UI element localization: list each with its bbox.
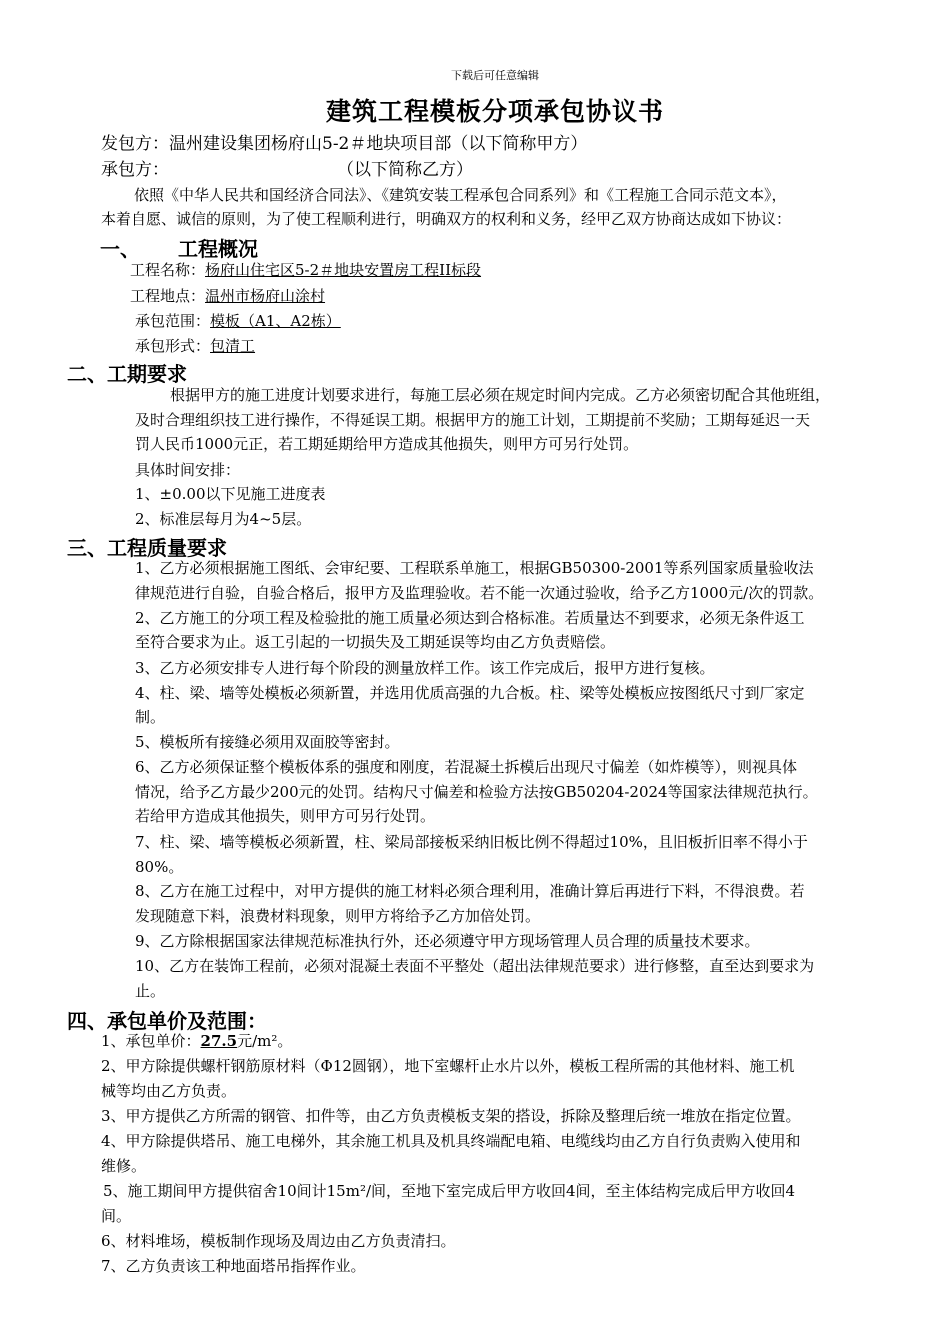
section4-line: 4、甲方除提供塔吊、施工电梯外，其余施工机具及机具终端配电箱、电缆线均由乙方自行负责购入使用和 bbox=[101, 1132, 801, 1150]
contract-scope-row bbox=[135, 310, 341, 332]
section3-line: 发现随意下料，浪费材料现象，则甲方将给予乙方加倍处罚。 bbox=[135, 907, 541, 925]
section4-line: 械等均由乙方负责。 bbox=[101, 1082, 237, 1100]
section3-line: 80%。 bbox=[135, 858, 184, 876]
section1-title: 工程概况 bbox=[178, 237, 258, 261]
section3-line: 止。 bbox=[135, 982, 166, 1000]
contract-form-label: 承包形式： bbox=[135, 337, 211, 355]
section3-line: 律规范进行自验，自验合格后，报甲方及监理验收。若不能一次通过验收，给予乙方1000元/次的罚款。 bbox=[135, 584, 824, 602]
unit-price-unit: 元/m²。 bbox=[237, 1032, 293, 1050]
section1-heading bbox=[100, 233, 258, 262]
section3-line: 6、乙方必须保证整个模板体系的强度和刚度，若混凝土拆模后出现尺寸偏差（如炸模等），则视具体 bbox=[135, 758, 798, 776]
unit-price-label: 1、承包单价： bbox=[101, 1032, 201, 1050]
section4-line: 3、甲方提供乙方所需的钢管、扣件等，由乙方负责模板支架的搭设，拆除及整理后统一堆放在指定位置。 bbox=[101, 1107, 801, 1125]
section4-line: 2、甲方除提供螺杆钢筋原材料（Φ12圆钢），地下室螺杆止水片以外，模板工程所需的其他材料、施工机 bbox=[101, 1057, 795, 1075]
contract-form-row bbox=[135, 335, 255, 357]
section3-line: 5、模板所有接缝必须用双面胶等密封。 bbox=[135, 733, 400, 751]
section1-number: 一、 bbox=[100, 237, 140, 261]
section4-line: 5、施工期间甲方提供宿舍10间计15m²/间，至地下室完成后甲方收回4间，至主体结构完成后甲方收回4 bbox=[103, 1182, 796, 1200]
section3-heading: 三、工程质量要求 bbox=[67, 536, 227, 560]
intro-line-1: 依照《中华人民共和国经济合同法》、《建筑安装工程承包合同系列》和《工程施工合同示范文本》， bbox=[134, 186, 787, 204]
section3-line: 制。 bbox=[135, 708, 166, 726]
section3-line: 1、乙方必须根据施工图纸、会审纪要、工程联系单施工，根据GB50300-2001等系列国家质量验收法 bbox=[135, 559, 814, 577]
unit-price-row bbox=[101, 1030, 292, 1052]
party-b-label: 承包方： bbox=[101, 160, 169, 180]
section2-line: 及时合理组织技工进行操作，不得延误工期。根据甲方的施工计划，工期提前不奖励；工期每延迟一天 bbox=[135, 411, 811, 429]
contract-scope-label: 承包范围： bbox=[135, 312, 211, 330]
section4-line: 间。 bbox=[101, 1207, 132, 1225]
party-a-line: 发包方：温州建设集团杨府山5-2＃地块项目部（以下简称甲方） bbox=[101, 134, 588, 154]
project-name-label: 工程名称： bbox=[130, 261, 206, 279]
section3-line: 4、柱、梁、墙等处模板必须新置，并选用优质高强的九合板。柱、梁等处模板应按图纸尺寸到厂家定 bbox=[135, 684, 805, 702]
document-title: 建筑工程模板分项承包协议书 bbox=[325, 97, 664, 126]
project-name-value: 杨府山住宅区5-2＃地块安置房工程II标段 bbox=[205, 261, 482, 279]
project-location-row bbox=[130, 285, 325, 307]
contract-form-value: 包清工 bbox=[210, 337, 256, 355]
section4-line: 维修。 bbox=[101, 1157, 147, 1175]
section2-line: 1、±0.00以下见施工进度表 bbox=[135, 485, 326, 503]
project-name-row bbox=[130, 259, 481, 281]
party-b-line bbox=[101, 159, 473, 181]
section2-heading: 二、工期要求 bbox=[67, 362, 187, 386]
section3-line: 3、乙方必须安排专人进行每个阶段的测量放样工作。该工作完成后，报甲方进行复核。 bbox=[135, 659, 715, 677]
intro-line-2: 本着自愿、诚信的原则，为了使工程顺利进行，明确双方的权利和义务，经甲乙双方协商达成如下协议： bbox=[101, 210, 792, 228]
section3-line: 8、乙方在施工过程中，对甲方提供的施工材料必须合理利用，准确计算后再进行下料，不得浪费。若 bbox=[135, 882, 805, 900]
section2-line: 根据甲方的施工进度计划要求进行，每施工层必须在规定时间内完成。乙方必须密切配合其他班组， bbox=[170, 386, 831, 404]
unit-price-value: 27.5 bbox=[200, 1032, 238, 1050]
section3-line: 9、乙方除根据国家法律规范标准执行外，还必须遵守甲方现场管理人员合理的质量技术要求。 bbox=[135, 932, 760, 950]
section3-line: 10、乙方在装饰工程前，必须对混凝土表面不平整处（超出法律规范要求）进行修整，直至达到要求为 bbox=[135, 957, 815, 975]
section4-line: 6、材料堆场，模板制作现场及周边由乙方负责清扫。 bbox=[101, 1232, 456, 1250]
section3-line: 至符合要求为止。返工引起的一切损失及工期延误等均由乙方负责赔偿。 bbox=[135, 633, 616, 651]
section2-line: 具体时间安排： bbox=[135, 461, 241, 479]
section2-line: 2、标准层每月为4~5层。 bbox=[135, 510, 312, 528]
section3-line: 情况，给予乙方最少200元的处罚。结构尺寸偏差和检验方法按GB50204-2024等国家法律规范执行。 bbox=[135, 783, 818, 801]
section4-heading: 四、承包单价及范围： bbox=[67, 1009, 267, 1033]
contract-scope-value: 模板（A1、A2栋） bbox=[210, 312, 341, 330]
section3-line: 若给甲方造成其他损失，则甲方可另行处罚。 bbox=[135, 807, 436, 825]
project-location-label: 工程地点： bbox=[130, 287, 206, 305]
project-location-value: 温州市杨府山涂村 bbox=[205, 287, 326, 305]
party-b-suffix: （以下简称乙方） bbox=[337, 160, 473, 180]
section3-line: 7、柱、梁、墙等模板必须新置，柱、梁局部接板采纳旧板比例不得超过10%，且旧板折旧率不得小于 bbox=[135, 833, 808, 851]
section4-line: 7、乙方负责该工种地面塔吊指挥作业。 bbox=[101, 1257, 366, 1275]
section3-line: 2、乙方施工的分项工程及检验批的施工质量必须达到合格标准。若质量达不到要求，必须无条件返工 bbox=[135, 609, 805, 627]
section2-line: 罚人民币1000元正，若工期延期给甲方造成其他损失，则甲方可另行处罚。 bbox=[135, 435, 639, 453]
header-note: 下载后可任意编辑 bbox=[451, 69, 539, 82]
